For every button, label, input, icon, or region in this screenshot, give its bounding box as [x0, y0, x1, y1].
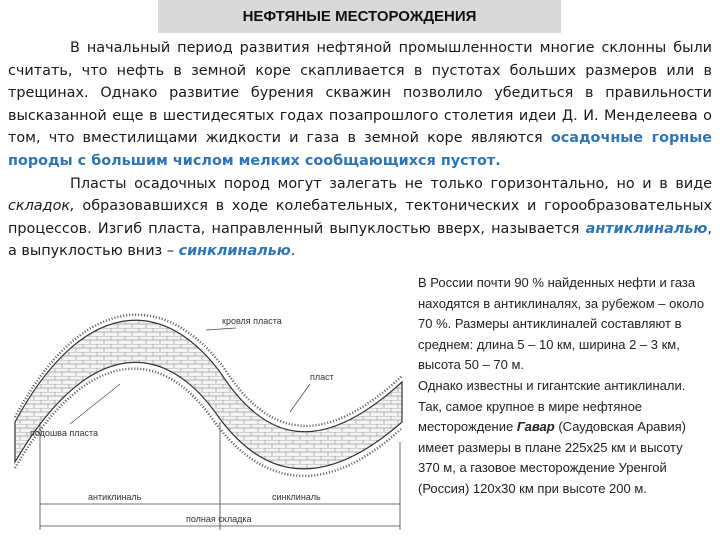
label-layer: пласт: [310, 372, 334, 382]
paragraph-text: В начальный период развития нефтяной промышленности многие склонны были считать, что нефть в земной коре скапливается в пустотах больших размеров или в трещинах. Однако развитие бурения скважин позволило убедиться в правильности высказанной еще в шестидесятых годах позапрошлого столетия идеи Д. И. Менделеева о том, что вместилищами жидкости и газа в земной коре являются: [8, 40, 712, 147]
label-sole: подошва пласта: [30, 428, 99, 438]
page-title-text: НЕФТЯНЫЕ МЕСТОРОЖДЕНИЯ: [242, 8, 477, 25]
leader-line: [290, 384, 310, 412]
label-full-fold: полная складка: [186, 514, 252, 524]
side-text-part: (Саудовская Аравия) имеет размеры в плане 225х25 км и высоту 370 м, а газовое месторождение Уренгой (Россия) 120х30 км при высоте 200 м.: [418, 419, 686, 496]
leader-line: [70, 384, 120, 424]
paragraph-text: Пласты осадочных пород могут залегать не только горизонтально, но и в виде: [70, 175, 712, 192]
main-text: [8, 37, 712, 263]
term-syncline: синклиналью: [178, 243, 291, 260]
paragraph-text: , а выпуклостью вниз –: [8, 220, 712, 260]
label-syncline: синклиналь: [272, 492, 321, 502]
fold-diagram: [10, 272, 410, 540]
paragraph-text: .: [290, 243, 296, 260]
paragraph-folds: [8, 173, 712, 263]
page-title: [158, 0, 561, 33]
highlight-porous-rocks: осадочные горные породы с большим числом мелких сообщающихся пустот.: [8, 130, 712, 169]
term-gavar: Гавар: [516, 419, 555, 435]
paragraph-deposits: [8, 37, 712, 173]
side-paragraph-russia: В России почти 90 % найденных нефти и газа находятся в антиклиналях, за рубежом – около 70 %. Размеры антиклиналей составляют в среднем: длина 5 – 10 км, ширина 2 – 3 км, высота 50 – 70 м.: [418, 275, 705, 373]
side-text-part: Однако известны и гигантские антиклинали. Так, самое крупное в мире нефтяное месторождение: [418, 377, 686, 435]
leader-line: [206, 328, 236, 330]
label-anticline: антиклиналь: [88, 492, 142, 502]
side-paragraph-giants: [418, 376, 706, 500]
side-text: [418, 273, 706, 500]
paragraph-text: образовавшихся в ходе колебательных, тектонических и горообразовательных процессов. Изгиб пласта, направленный выпуклостью вверх, называется: [8, 198, 712, 237]
label-roof: кровля пласта: [222, 316, 282, 326]
term-anticline: антиклиналью: [585, 220, 708, 237]
term-folds: складок,: [8, 198, 75, 215]
